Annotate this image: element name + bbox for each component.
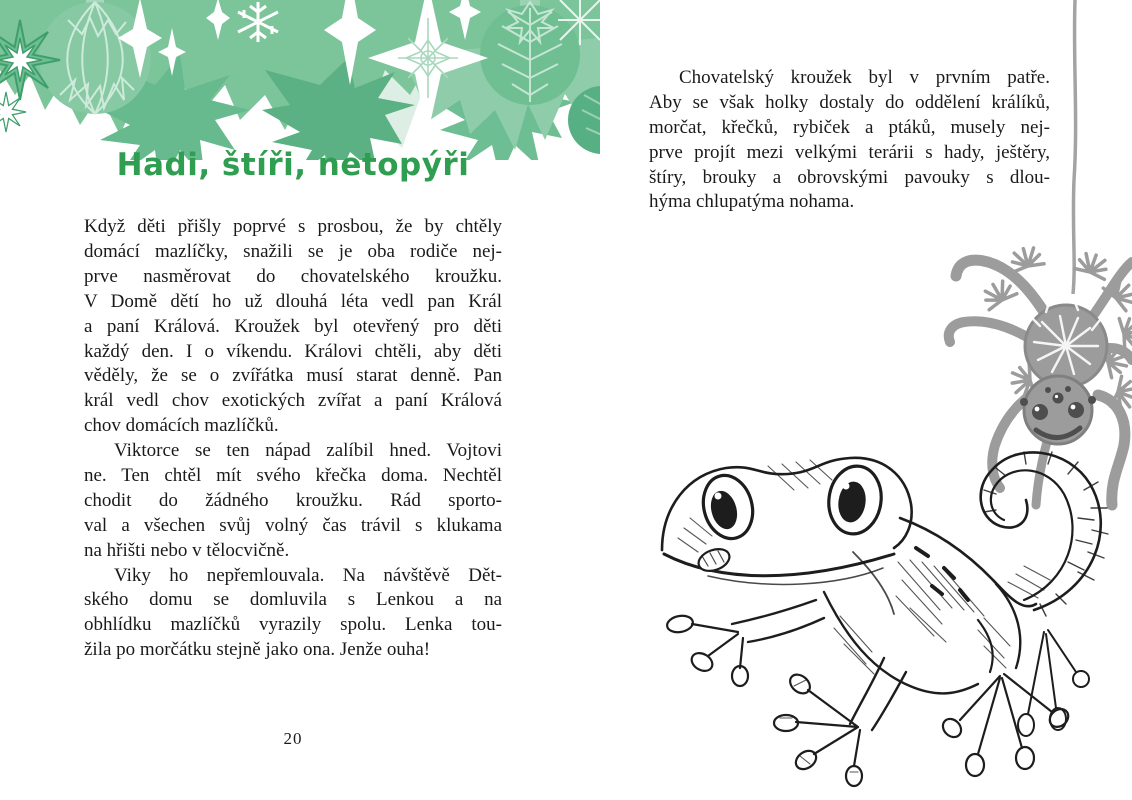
text-line: V Domě dětí ho už dlouhá léta vedl pan Král <box>84 290 502 312</box>
text-line: žila po morčátku stejně jako ona. Jenže ouha! <box>84 639 431 661</box>
text-line: na hřišti nebo v tělocvičně. <box>84 539 290 561</box>
text-line: ského domu se domluvila s Lenkou a na <box>84 589 502 611</box>
paragraph <box>84 439 502 563</box>
text-line: Viktorce se ten nápad zalíbil hned. Vojtovi <box>114 440 502 462</box>
left-page-text-column <box>84 148 502 663</box>
text-line: a paní Králová. Kroužek byl otevřený pro děti <box>84 315 502 337</box>
gecko-svg <box>648 432 1113 797</box>
text-line: Chovatelský kroužek byl v prvním patře. <box>679 67 1050 88</box>
text-line: Když děti přišly poprvé s prosbou, že by chtěly <box>84 216 502 238</box>
text-line: prve projít mezi velkými terárii s hady, ještěry, <box>649 141 1050 163</box>
text-line: Viky ho nepřemlouvala. Na návštěvě Dět- <box>114 564 502 586</box>
text-line: chodit do žádného kroužku. Rád sporto- <box>84 489 502 511</box>
text-line: val a všechen svůj volný čas trávil s klukama <box>84 514 502 536</box>
small-star <box>0 92 26 132</box>
text-line: obhlídku mazlíčků vyrazily spolu. Lenka tou- <box>84 614 502 636</box>
page-number: 20 <box>283 729 303 748</box>
text-line: král vedl chov exotických zvířat a paní Králová <box>84 390 502 412</box>
right-page-text-column <box>649 66 1050 215</box>
text-line: hýma chlupatýma nohama. <box>649 191 855 213</box>
text-line: věděly, že se o zvířátka musí starat denně. Pan <box>84 365 502 387</box>
paragraph <box>649 66 1050 215</box>
paragraph <box>84 564 502 664</box>
gecko-sketch-illustration <box>648 432 1113 797</box>
text-line: prve nasměrovat do chovatelského kroužku. <box>84 265 502 287</box>
christmas-banner-svg <box>0 0 600 160</box>
text-line: domácí mazlíčky, snažili se je oba rodiče nej- <box>84 240 502 262</box>
text-line: morčat, křečků, rybiček a ptáků, musely nej- <box>649 116 1050 138</box>
text-line: Aby se však holky dostaly do oddělení králíků, <box>649 91 1050 113</box>
text-line: štíry, brouky a obrovskými pavouky s dlou- <box>649 166 1050 188</box>
text-line: chov domácích mazlíčků. <box>84 415 279 437</box>
text-line: ne. Ten chtěl mít svého křečka doma. Nechtěl <box>84 465 502 486</box>
christmas-banner-illustration <box>0 0 600 160</box>
paragraph <box>84 215 502 439</box>
spider-thread <box>1073 0 1076 294</box>
chapter-title: Hadi, štíři, netopýři <box>116 147 470 183</box>
text-line: každý den. I o víkendu. Královi chtěli, aby děti <box>84 340 502 362</box>
